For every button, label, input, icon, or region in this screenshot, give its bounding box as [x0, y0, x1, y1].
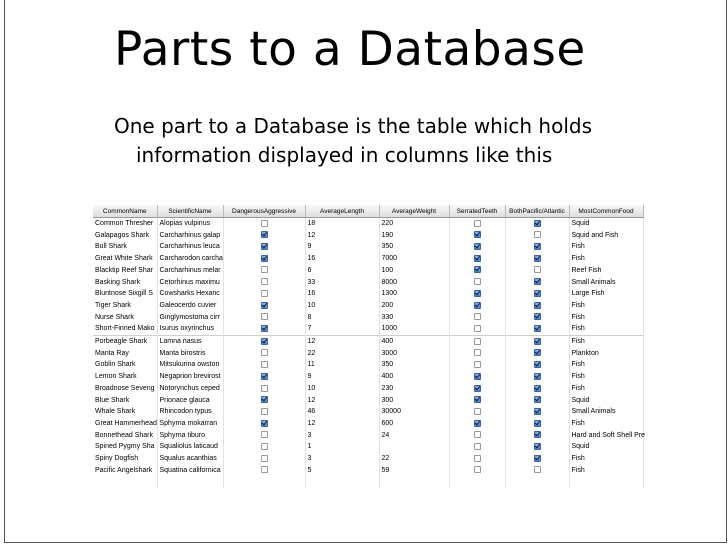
weight-cell[interactable]: 200	[379, 300, 449, 312]
dangerous-checkbox-cell	[223, 359, 305, 371]
food-cell[interactable]: Hard and Soft Shell Pre	[569, 430, 643, 442]
scientific-name-cell[interactable]: Sphyrna mokarran	[157, 418, 223, 430]
table-row[interactable]	[93, 359, 643, 371]
serrated-checkbox[interactable]	[474, 266, 481, 273]
dangerous-checkbox[interactable]	[261, 313, 268, 320]
both-oceans-checkbox-cell	[505, 383, 569, 395]
serrated-checkbox[interactable]	[474, 313, 481, 320]
scientific-name-cell[interactable]: Mitsukurina owston	[157, 359, 223, 371]
both-oceans-checkbox[interactable]	[534, 385, 541, 392]
food-cell[interactable]: Fish	[569, 241, 643, 253]
subtitle-line-2: information displayed in columns like this	[136, 143, 553, 167]
weight-cell[interactable]: 22	[379, 453, 449, 465]
dangerous-checkbox[interactable]	[261, 443, 268, 450]
serrated-checkbox-cell	[449, 265, 505, 277]
dangerous-checkbox[interactable]	[261, 266, 268, 273]
scientific-name-cell[interactable]: Ginglymostoma cirr	[157, 312, 223, 324]
table-row[interactable]	[93, 336, 643, 348]
serrated-checkbox[interactable]	[474, 361, 481, 368]
common-name-cell[interactable]: Blacktip Reef Shar	[93, 265, 157, 277]
dangerous-checkbox-cell	[223, 230, 305, 242]
table-row[interactable]	[93, 371, 643, 383]
both-oceans-checkbox-cell	[505, 300, 569, 312]
serrated-checkbox-cell	[449, 300, 505, 312]
dangerous-checkbox[interactable]	[261, 231, 268, 238]
common-name-cell[interactable]: Bonnethead Shark	[93, 430, 157, 442]
length-cell[interactable]: 9	[305, 371, 379, 383]
dangerous-checkbox-cell	[223, 441, 305, 453]
common-name-cell[interactable]: Goblin Shark	[93, 359, 157, 371]
food-cell[interactable]: Fish	[569, 383, 643, 395]
dangerous-checkbox[interactable]	[261, 220, 268, 227]
both-oceans-checkbox-cell	[505, 323, 569, 335]
length-cell[interactable]: 10	[305, 383, 379, 395]
serrated-checkbox-cell	[449, 371, 505, 383]
both-oceans-checkbox-cell	[505, 395, 569, 407]
food-cell[interactable]: Reef Fish	[569, 265, 643, 277]
column-header[interactable]: AverageWeight	[379, 205, 449, 218]
table-row[interactable]	[93, 465, 643, 477]
dangerous-checkbox[interactable]	[261, 255, 268, 262]
weight-cell[interactable]: 400	[379, 371, 449, 383]
dangerous-checkbox-cell	[223, 371, 305, 383]
weight-cell[interactable]: 59	[379, 465, 449, 477]
both-oceans-checkbox-cell	[505, 288, 569, 300]
table-header-row	[93, 205, 643, 218]
food-cell[interactable]: Fish	[569, 300, 643, 312]
column-header[interactable]: DangerousAggressive	[223, 205, 305, 218]
table-row[interactable]	[93, 288, 643, 300]
length-cell[interactable]: 1	[305, 441, 379, 453]
both-oceans-checkbox-cell	[505, 241, 569, 253]
food-cell[interactable]: Squid	[569, 441, 643, 453]
scientific-name-cell[interactable]: Isurus oxyrinchus	[157, 323, 223, 335]
table-row[interactable]	[93, 230, 643, 242]
both-oceans-checkbox-cell	[505, 430, 569, 442]
serrated-checkbox-cell	[449, 336, 505, 348]
food-cell[interactable]: Small Animals	[569, 277, 643, 289]
dangerous-checkbox[interactable]	[261, 325, 268, 332]
dangerous-checkbox-cell	[223, 312, 305, 324]
scientific-name-cell[interactable]: Cowsharks Hexanc	[157, 288, 223, 300]
serrated-checkbox-cell	[449, 418, 505, 430]
common-name-cell[interactable]: Blue Shark	[93, 395, 157, 407]
dangerous-checkbox-cell	[223, 218, 305, 230]
serrated-checkbox[interactable]	[474, 338, 481, 345]
common-name-cell[interactable]: Manta Ray	[93, 348, 157, 360]
dangerous-checkbox-cell	[223, 383, 305, 395]
serrated-checkbox[interactable]	[474, 431, 481, 438]
scientific-name-cell[interactable]: Squaliolus laticaud	[157, 441, 223, 453]
scientific-name-cell[interactable]: Manta birostris	[157, 348, 223, 360]
serrated-checkbox[interactable]	[474, 408, 481, 415]
serrated-checkbox-cell	[449, 430, 505, 442]
scientific-name-cell[interactable]: Carcharhinus melar	[157, 265, 223, 277]
serrated-checkbox[interactable]	[474, 396, 481, 403]
scientific-name-cell[interactable]: Lamna nasus	[157, 336, 223, 348]
dangerous-checkbox-cell	[223, 241, 305, 253]
empty-cell	[305, 476, 379, 488]
weight-cell[interactable]: 1000	[379, 323, 449, 335]
both-oceans-checkbox[interactable]	[534, 408, 541, 415]
serrated-checkbox[interactable]	[474, 385, 481, 392]
table-row[interactable]	[93, 430, 643, 442]
common-name-cell[interactable]: Tiger Shark	[93, 300, 157, 312]
both-oceans-checkbox[interactable]	[534, 290, 541, 297]
common-name-cell[interactable]: Short-Finned Mako	[93, 323, 157, 335]
length-cell[interactable]: 22	[305, 348, 379, 360]
scientific-name-cell[interactable]: Galeocerdo cuvier	[157, 300, 223, 312]
weight-cell[interactable]: 190	[379, 230, 449, 242]
food-cell[interactable]: Fish	[569, 336, 643, 348]
length-cell[interactable]: 12	[305, 418, 379, 430]
database-table	[93, 205, 646, 474]
dangerous-checkbox-cell	[223, 277, 305, 289]
weight-cell[interactable]: 220	[379, 218, 449, 230]
serrated-checkbox[interactable]	[474, 243, 481, 250]
dangerous-checkbox[interactable]	[261, 278, 268, 285]
both-oceans-checkbox[interactable]	[534, 455, 541, 462]
scientific-name-cell[interactable]: Notorynchus ceped	[157, 383, 223, 395]
scientific-name-cell[interactable]: Sphyrna tiburo	[157, 430, 223, 442]
both-oceans-checkbox[interactable]	[534, 431, 541, 438]
both-oceans-checkbox[interactable]	[534, 361, 541, 368]
scientific-name-cell[interactable]: Cetorhinus maximu	[157, 277, 223, 289]
table-row[interactable]	[93, 300, 643, 312]
weight-cell[interactable]: 400	[379, 336, 449, 348]
common-name-cell[interactable]: Pacific Angelshark	[93, 465, 157, 477]
food-cell[interactable]: Fish	[569, 359, 643, 371]
serrated-checkbox-cell	[449, 406, 505, 418]
scientific-name-cell[interactable]: Carcharhinus galap	[157, 230, 223, 242]
dangerous-checkbox[interactable]	[261, 455, 268, 462]
serrated-checkbox-cell	[449, 241, 505, 253]
serrated-checkbox-cell	[449, 359, 505, 371]
dangerous-checkbox[interactable]	[261, 349, 268, 356]
table-row[interactable]	[93, 383, 643, 395]
length-cell[interactable]: 5	[305, 465, 379, 477]
both-oceans-checkbox[interactable]	[534, 266, 541, 273]
serrated-checkbox-cell	[449, 312, 505, 324]
empty-cell	[505, 476, 569, 488]
length-cell[interactable]: 18	[305, 218, 379, 230]
weight-cell[interactable]: 24	[379, 430, 449, 442]
common-name-cell[interactable]: Bluntnose Sixgill S	[93, 288, 157, 300]
both-oceans-checkbox[interactable]	[534, 255, 541, 262]
both-oceans-checkbox[interactable]	[534, 373, 541, 380]
scientific-name-cell[interactable]: Carcharhinus leuca	[157, 241, 223, 253]
slide-title: Parts to a Database	[114, 22, 586, 77]
both-oceans-checkbox-cell	[505, 265, 569, 277]
scientific-name-cell[interactable]: Prionace glauca	[157, 395, 223, 407]
length-cell[interactable]: 12	[305, 336, 379, 348]
food-cell[interactable]: Squid	[569, 218, 643, 230]
serrated-checkbox[interactable]	[474, 290, 481, 297]
table-row[interactable]	[93, 441, 643, 453]
column-header[interactable]: MostCommonFood	[569, 205, 643, 218]
dangerous-checkbox[interactable]	[261, 243, 268, 250]
both-oceans-checkbox-cell	[505, 312, 569, 324]
scientific-name-cell[interactable]: Carcharodon carcha	[157, 253, 223, 265]
empty-cell	[569, 476, 643, 488]
dangerous-checkbox[interactable]	[261, 385, 268, 392]
dangerous-checkbox[interactable]	[261, 338, 268, 345]
both-oceans-checkbox[interactable]	[534, 220, 541, 227]
both-oceans-checkbox[interactable]	[534, 325, 541, 332]
serrated-checkbox[interactable]	[474, 455, 481, 462]
length-cell[interactable]: 3	[305, 453, 379, 465]
both-oceans-checkbox-cell	[505, 218, 569, 230]
common-name-cell[interactable]: Basking Shark	[93, 277, 157, 289]
table-row[interactable]	[93, 453, 643, 465]
subtitle-line-1: One part to a Database is the table which holds	[114, 114, 593, 138]
dangerous-checkbox[interactable]	[261, 408, 268, 415]
shark-table	[93, 205, 644, 488]
common-name-cell[interactable]: Great White Shark	[93, 253, 157, 265]
serrated-checkbox[interactable]	[474, 349, 481, 356]
dangerous-checkbox[interactable]	[261, 466, 268, 473]
table-body	[93, 218, 646, 489]
column-header[interactable]: CommonName	[93, 205, 157, 218]
common-name-cell[interactable]: Broadnose Seveng	[93, 383, 157, 395]
length-cell[interactable]: 3	[305, 430, 379, 442]
common-name-cell[interactable]: Great Hammerhead	[93, 418, 157, 430]
empty-cell	[93, 476, 157, 488]
empty-cell	[379, 476, 449, 488]
weight-cell[interactable]: 600	[379, 418, 449, 430]
weight-cell[interactable]: 230	[379, 383, 449, 395]
table-row[interactable]	[93, 418, 643, 430]
dangerous-checkbox-cell	[223, 418, 305, 430]
serrated-checkbox-cell	[449, 383, 505, 395]
column-header[interactable]: SerratedTeeth	[449, 205, 505, 218]
both-oceans-checkbox[interactable]	[534, 338, 541, 345]
length-cell[interactable]: 33	[305, 277, 379, 289]
common-name-cell[interactable]: Nurse Shark	[93, 312, 157, 324]
empty-row	[93, 476, 643, 488]
both-oceans-checkbox-cell	[505, 465, 569, 477]
both-oceans-checkbox[interactable]	[534, 302, 541, 309]
both-oceans-checkbox-cell	[505, 453, 569, 465]
serrated-checkbox[interactable]	[474, 255, 481, 262]
dangerous-checkbox[interactable]	[261, 396, 268, 403]
length-cell[interactable]: 16	[305, 253, 379, 265]
serrated-checkbox[interactable]	[474, 443, 481, 450]
both-oceans-checkbox[interactable]	[534, 278, 541, 285]
food-cell[interactable]: Fish	[569, 371, 643, 383]
both-oceans-checkbox[interactable]	[534, 420, 541, 427]
both-oceans-checkbox-cell	[505, 277, 569, 289]
both-oceans-checkbox-cell	[505, 230, 569, 242]
weight-cell[interactable]: 1300	[379, 288, 449, 300]
food-cell[interactable]: Squid and Fish	[569, 230, 643, 242]
length-cell[interactable]: 8	[305, 312, 379, 324]
weight-cell[interactable]: 300	[379, 395, 449, 407]
food-cell[interactable]: Large Fish	[569, 288, 643, 300]
length-cell[interactable]: 10	[305, 300, 379, 312]
dangerous-checkbox-cell	[223, 253, 305, 265]
common-name-cell[interactable]: Spiny Dogfish	[93, 453, 157, 465]
weight-cell[interactable]: 330	[379, 312, 449, 324]
dangerous-checkbox-cell	[223, 465, 305, 477]
food-cell[interactable]: Squid	[569, 395, 643, 407]
length-cell[interactable]: 16	[305, 288, 379, 300]
weight-cell[interactable]: 100	[379, 265, 449, 277]
common-name-cell[interactable]: Bull Shark	[93, 241, 157, 253]
weight-cell[interactable]: 7000	[379, 253, 449, 265]
serrated-checkbox-cell	[449, 253, 505, 265]
dangerous-checkbox[interactable]	[261, 420, 268, 427]
table-row[interactable]	[93, 395, 643, 407]
length-cell[interactable]: 46	[305, 406, 379, 418]
table-row[interactable]	[93, 312, 643, 324]
weight-cell[interactable]: 8000	[379, 277, 449, 289]
scientific-name-cell[interactable]: Rhincodon typus	[157, 406, 223, 418]
serrated-checkbox-cell	[449, 323, 505, 335]
dangerous-checkbox-cell	[223, 348, 305, 360]
common-name-cell[interactable]: Common Thresher	[93, 218, 157, 230]
length-cell[interactable]: 7	[305, 323, 379, 335]
both-oceans-checkbox[interactable]	[534, 443, 541, 450]
serrated-checkbox[interactable]	[474, 278, 481, 285]
table-row[interactable]	[93, 348, 643, 360]
length-cell[interactable]: 12	[305, 395, 379, 407]
common-name-cell[interactable]: Lemon Shark	[93, 371, 157, 383]
both-oceans-checkbox[interactable]	[534, 349, 541, 356]
both-oceans-checkbox[interactable]	[534, 243, 541, 250]
weight-cell[interactable]: 30000	[379, 406, 449, 418]
serrated-checkbox[interactable]	[474, 466, 481, 473]
serrated-checkbox[interactable]	[474, 325, 481, 332]
food-cell[interactable]: Fish	[569, 323, 643, 335]
serrated-checkbox-cell	[449, 465, 505, 477]
serrated-checkbox-cell	[449, 453, 505, 465]
serrated-checkbox[interactable]	[474, 420, 481, 427]
column-header[interactable]: BothPacific/Atlantic	[505, 205, 569, 218]
length-cell[interactable]: 11	[305, 359, 379, 371]
dangerous-checkbox-cell	[223, 300, 305, 312]
table-row[interactable]	[93, 406, 643, 418]
food-cell[interactable]: Fish	[569, 253, 643, 265]
food-cell[interactable]: Small Animals	[569, 406, 643, 418]
serrated-checkbox[interactable]	[474, 231, 481, 238]
food-cell[interactable]: Fish	[569, 312, 643, 324]
both-oceans-checkbox[interactable]	[534, 313, 541, 320]
dangerous-checkbox[interactable]	[261, 290, 268, 297]
scientific-name-cell[interactable]: Squalus acanthias	[157, 453, 223, 465]
dangerous-checkbox-cell	[223, 430, 305, 442]
serrated-checkbox-cell	[449, 441, 505, 453]
both-oceans-checkbox-cell	[505, 336, 569, 348]
common-name-cell[interactable]: Whale Shark	[93, 406, 157, 418]
slide-subtitle	[114, 112, 592, 170]
dangerous-checkbox-cell	[223, 323, 305, 335]
both-oceans-checkbox[interactable]	[534, 396, 541, 403]
both-oceans-checkbox-cell	[505, 359, 569, 371]
table-row[interactable]	[93, 265, 643, 277]
table-row[interactable]	[93, 218, 643, 230]
dangerous-checkbox[interactable]	[261, 373, 268, 380]
empty-cell	[157, 476, 223, 488]
common-name-cell[interactable]: Galapagos Shark	[93, 230, 157, 242]
dangerous-checkbox[interactable]	[261, 361, 268, 368]
weight-cell[interactable]: 350	[379, 241, 449, 253]
food-cell[interactable]: Fish	[569, 465, 643, 477]
empty-cell	[223, 476, 305, 488]
serrated-checkbox-cell	[449, 230, 505, 242]
dangerous-checkbox-cell	[223, 336, 305, 348]
scientific-name-cell[interactable]: Negaprion brevirost	[157, 371, 223, 383]
both-oceans-checkbox-cell	[505, 418, 569, 430]
dangerous-checkbox-cell	[223, 265, 305, 277]
weight-cell[interactable]: 350	[379, 359, 449, 371]
serrated-checkbox-cell	[449, 348, 505, 360]
serrated-checkbox-cell	[449, 395, 505, 407]
both-oceans-checkbox-cell	[505, 348, 569, 360]
dangerous-checkbox-cell	[223, 406, 305, 418]
food-cell[interactable]: Fish	[569, 453, 643, 465]
serrated-checkbox-cell	[449, 277, 505, 289]
length-cell[interactable]: 12	[305, 230, 379, 242]
table-row[interactable]	[93, 277, 643, 289]
dangerous-checkbox[interactable]	[261, 431, 268, 438]
food-cell[interactable]: Fish	[569, 418, 643, 430]
both-oceans-checkbox[interactable]	[534, 231, 541, 238]
length-cell[interactable]: 6	[305, 265, 379, 277]
food-cell[interactable]: Plankton	[569, 348, 643, 360]
table-row[interactable]	[93, 323, 643, 335]
column-header[interactable]: AverageLength	[305, 205, 379, 218]
serrated-checkbox-cell	[449, 218, 505, 230]
weight-cell[interactable]: 3000	[379, 348, 449, 360]
dangerous-checkbox-cell	[223, 395, 305, 407]
length-cell[interactable]: 9	[305, 241, 379, 253]
both-oceans-checkbox-cell	[505, 441, 569, 453]
table-row[interactable]	[93, 241, 643, 253]
column-header[interactable]: ScientificName	[157, 205, 223, 218]
both-oceans-checkbox[interactable]	[534, 466, 541, 473]
both-oceans-checkbox-cell	[505, 371, 569, 383]
empty-cell	[449, 476, 505, 488]
scientific-name-cell[interactable]: Squatina californica	[157, 465, 223, 477]
dangerous-checkbox-cell	[223, 453, 305, 465]
serrated-checkbox-cell	[449, 288, 505, 300]
common-name-cell[interactable]: Porbeagle Shark	[93, 336, 157, 348]
table-row[interactable]	[93, 253, 643, 265]
serrated-checkbox[interactable]	[474, 220, 481, 227]
serrated-checkbox[interactable]	[474, 302, 481, 309]
both-oceans-checkbox-cell	[505, 406, 569, 418]
common-name-cell[interactable]: Spined Pygmy Sha	[93, 441, 157, 453]
dangerous-checkbox-cell	[223, 288, 305, 300]
scientific-name-cell[interactable]: Alopias vulpinus	[157, 218, 223, 230]
serrated-checkbox[interactable]	[474, 373, 481, 380]
both-oceans-checkbox-cell	[505, 253, 569, 265]
weight-cell[interactable]	[379, 441, 449, 453]
dangerous-checkbox[interactable]	[261, 302, 268, 309]
